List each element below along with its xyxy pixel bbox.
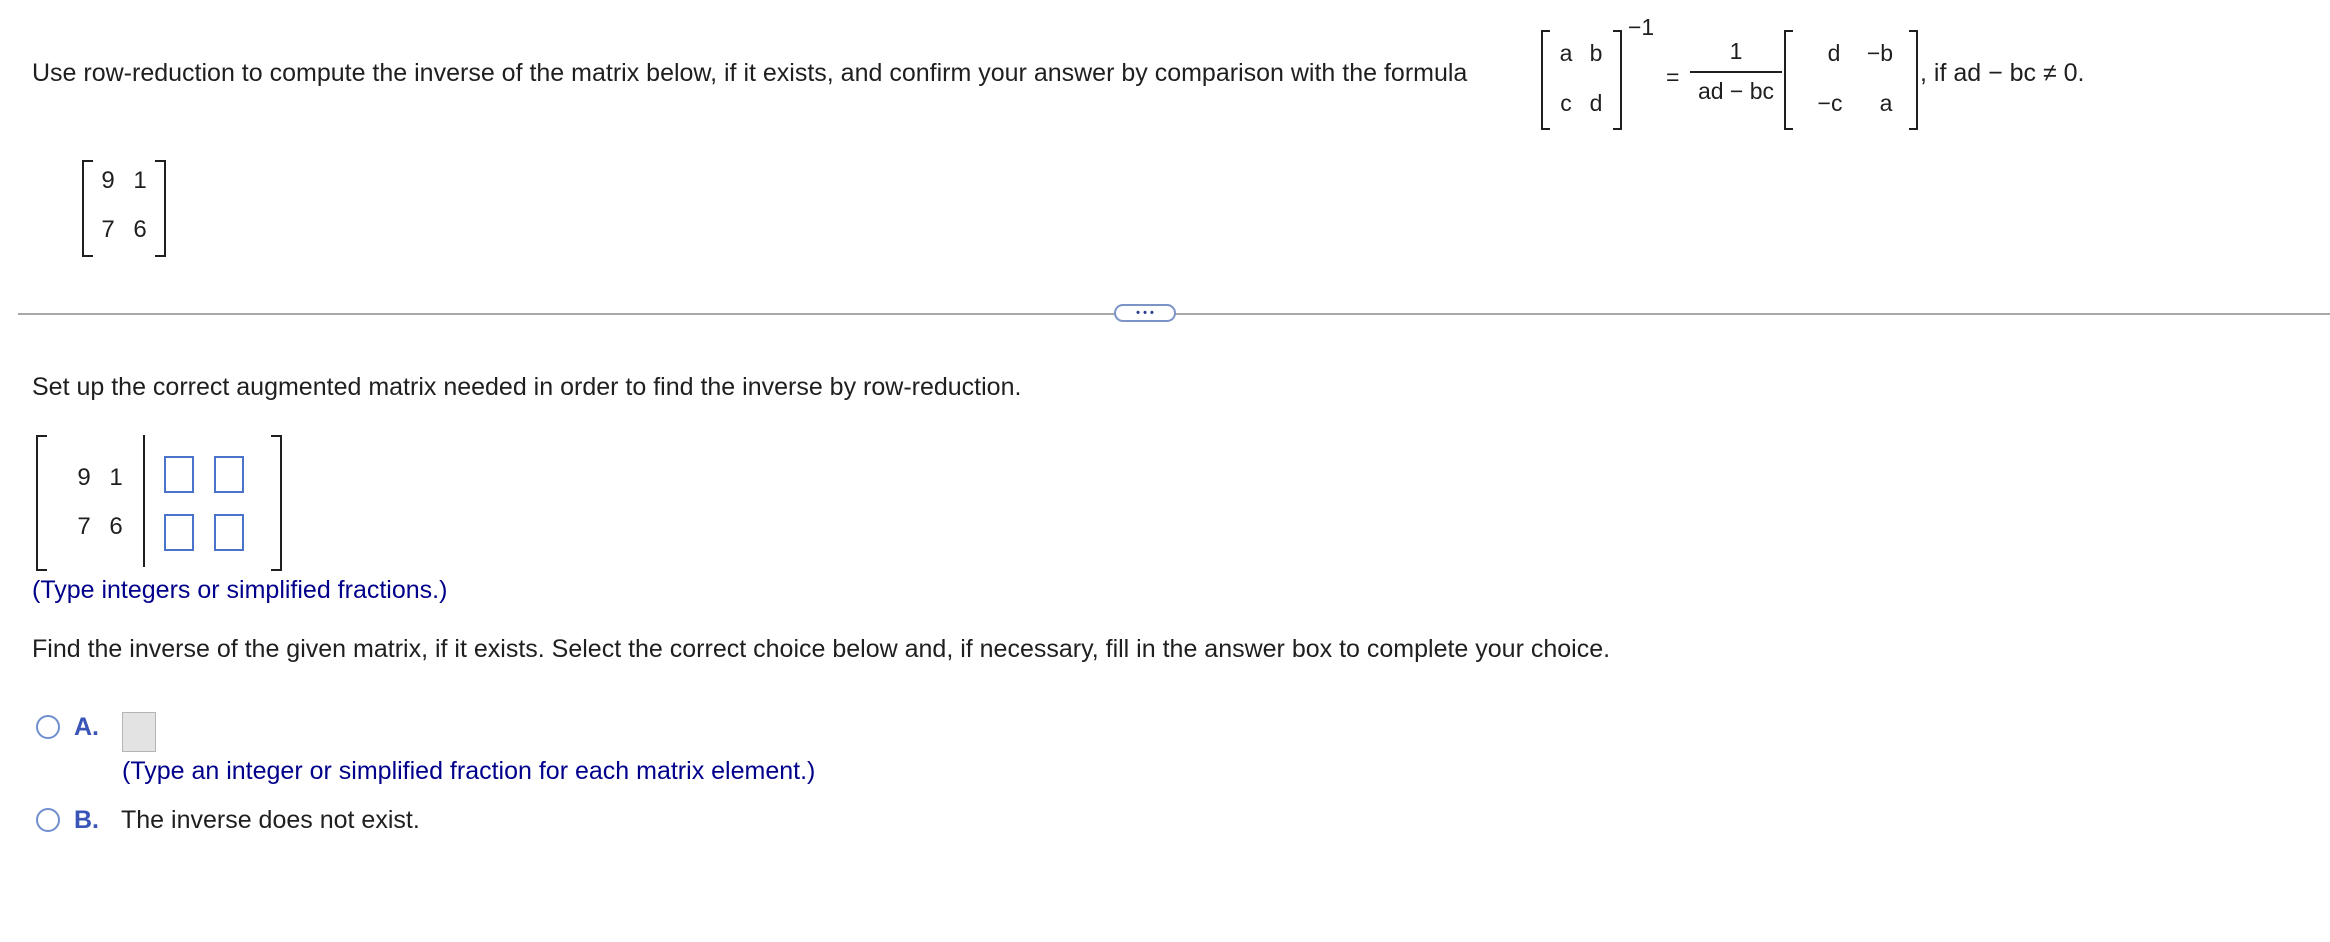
- choice-a-radio[interactable]: [36, 715, 60, 739]
- given-matrix-cell: 7: [101, 216, 115, 243]
- augmented-separator: [143, 435, 145, 567]
- formula-rhs-right-bracket: [1909, 30, 1918, 130]
- formula-lhs-left-bracket: [1541, 30, 1550, 130]
- augmented-instruction: Set up the correct augmented matrix needed in order to find the inverse by row-reduction.: [32, 373, 1022, 401]
- inverse-answer-box[interactable]: [122, 712, 156, 752]
- formula-fraction-bar: [1690, 71, 1782, 73]
- problem-prompt: Use row-reduction to compute the inverse of the matrix below, if it exists, and confirm your answer by comparison with the formula: [32, 59, 1468, 87]
- formula-lhs-a: a: [1559, 40, 1573, 66]
- formula-lhs-c: c: [1560, 90, 1572, 116]
- expand-button[interactable]: • • •: [1114, 304, 1176, 322]
- augmented-right-bracket: [271, 435, 282, 571]
- augmented-cell: 7: [77, 513, 91, 540]
- formula-exponent: −1: [1628, 14, 1655, 40]
- choice-b-letter: B.: [74, 806, 99, 834]
- formula-condition: , if ad − bc ≠ 0.: [1920, 59, 2085, 87]
- given-matrix-right-bracket: [155, 160, 166, 257]
- formula-numerator: 1: [1729, 38, 1743, 64]
- inverse-instruction: Find the inverse of the given matrix, if it exists. Select the correct choice below and, if necessary, fill in the answer box to complete your choice.: [32, 635, 1611, 663]
- augmented-input-r2c2[interactable]: [214, 514, 244, 551]
- choice-b-radio[interactable]: [36, 808, 60, 832]
- augmented-hint: (Type integers or simplified fractions.): [32, 576, 448, 604]
- formula-rhs-left-bracket: [1784, 30, 1793, 130]
- formula-lhs-d: d: [1589, 90, 1603, 116]
- augmented-cell: 9: [77, 464, 91, 491]
- formula-lhs-b: b: [1589, 40, 1603, 66]
- augmented-left-bracket: [36, 435, 47, 571]
- augmented-input-r1c1[interactable]: [164, 456, 194, 493]
- formula-equals: =: [1666, 64, 1680, 90]
- choice-a-hint: (Type an integer or simplified fraction for each matrix element.): [122, 757, 816, 785]
- formula-denominator: ad − bc: [1697, 78, 1775, 104]
- formula-lhs-right-bracket: [1613, 30, 1622, 130]
- formula-rhs-a: a: [1879, 90, 1893, 116]
- given-matrix-left-bracket: [82, 160, 93, 257]
- choice-b-text: The inverse does not exist.: [121, 806, 420, 834]
- given-matrix-cell: 9: [101, 167, 115, 194]
- augmented-cell: 6: [109, 513, 123, 540]
- augmented-cell: 1: [109, 464, 123, 491]
- choice-a-letter: A.: [74, 713, 99, 741]
- augmented-input-r2c1[interactable]: [164, 514, 194, 551]
- given-matrix-cell: 1: [133, 167, 147, 194]
- augmented-input-r1c2[interactable]: [214, 456, 244, 493]
- formula-rhs-d: d: [1827, 40, 1841, 66]
- formula-rhs-neg-b: −b: [1866, 40, 1894, 66]
- given-matrix-cell: 6: [133, 216, 147, 243]
- formula-rhs-neg-c: −c: [1817, 90, 1843, 116]
